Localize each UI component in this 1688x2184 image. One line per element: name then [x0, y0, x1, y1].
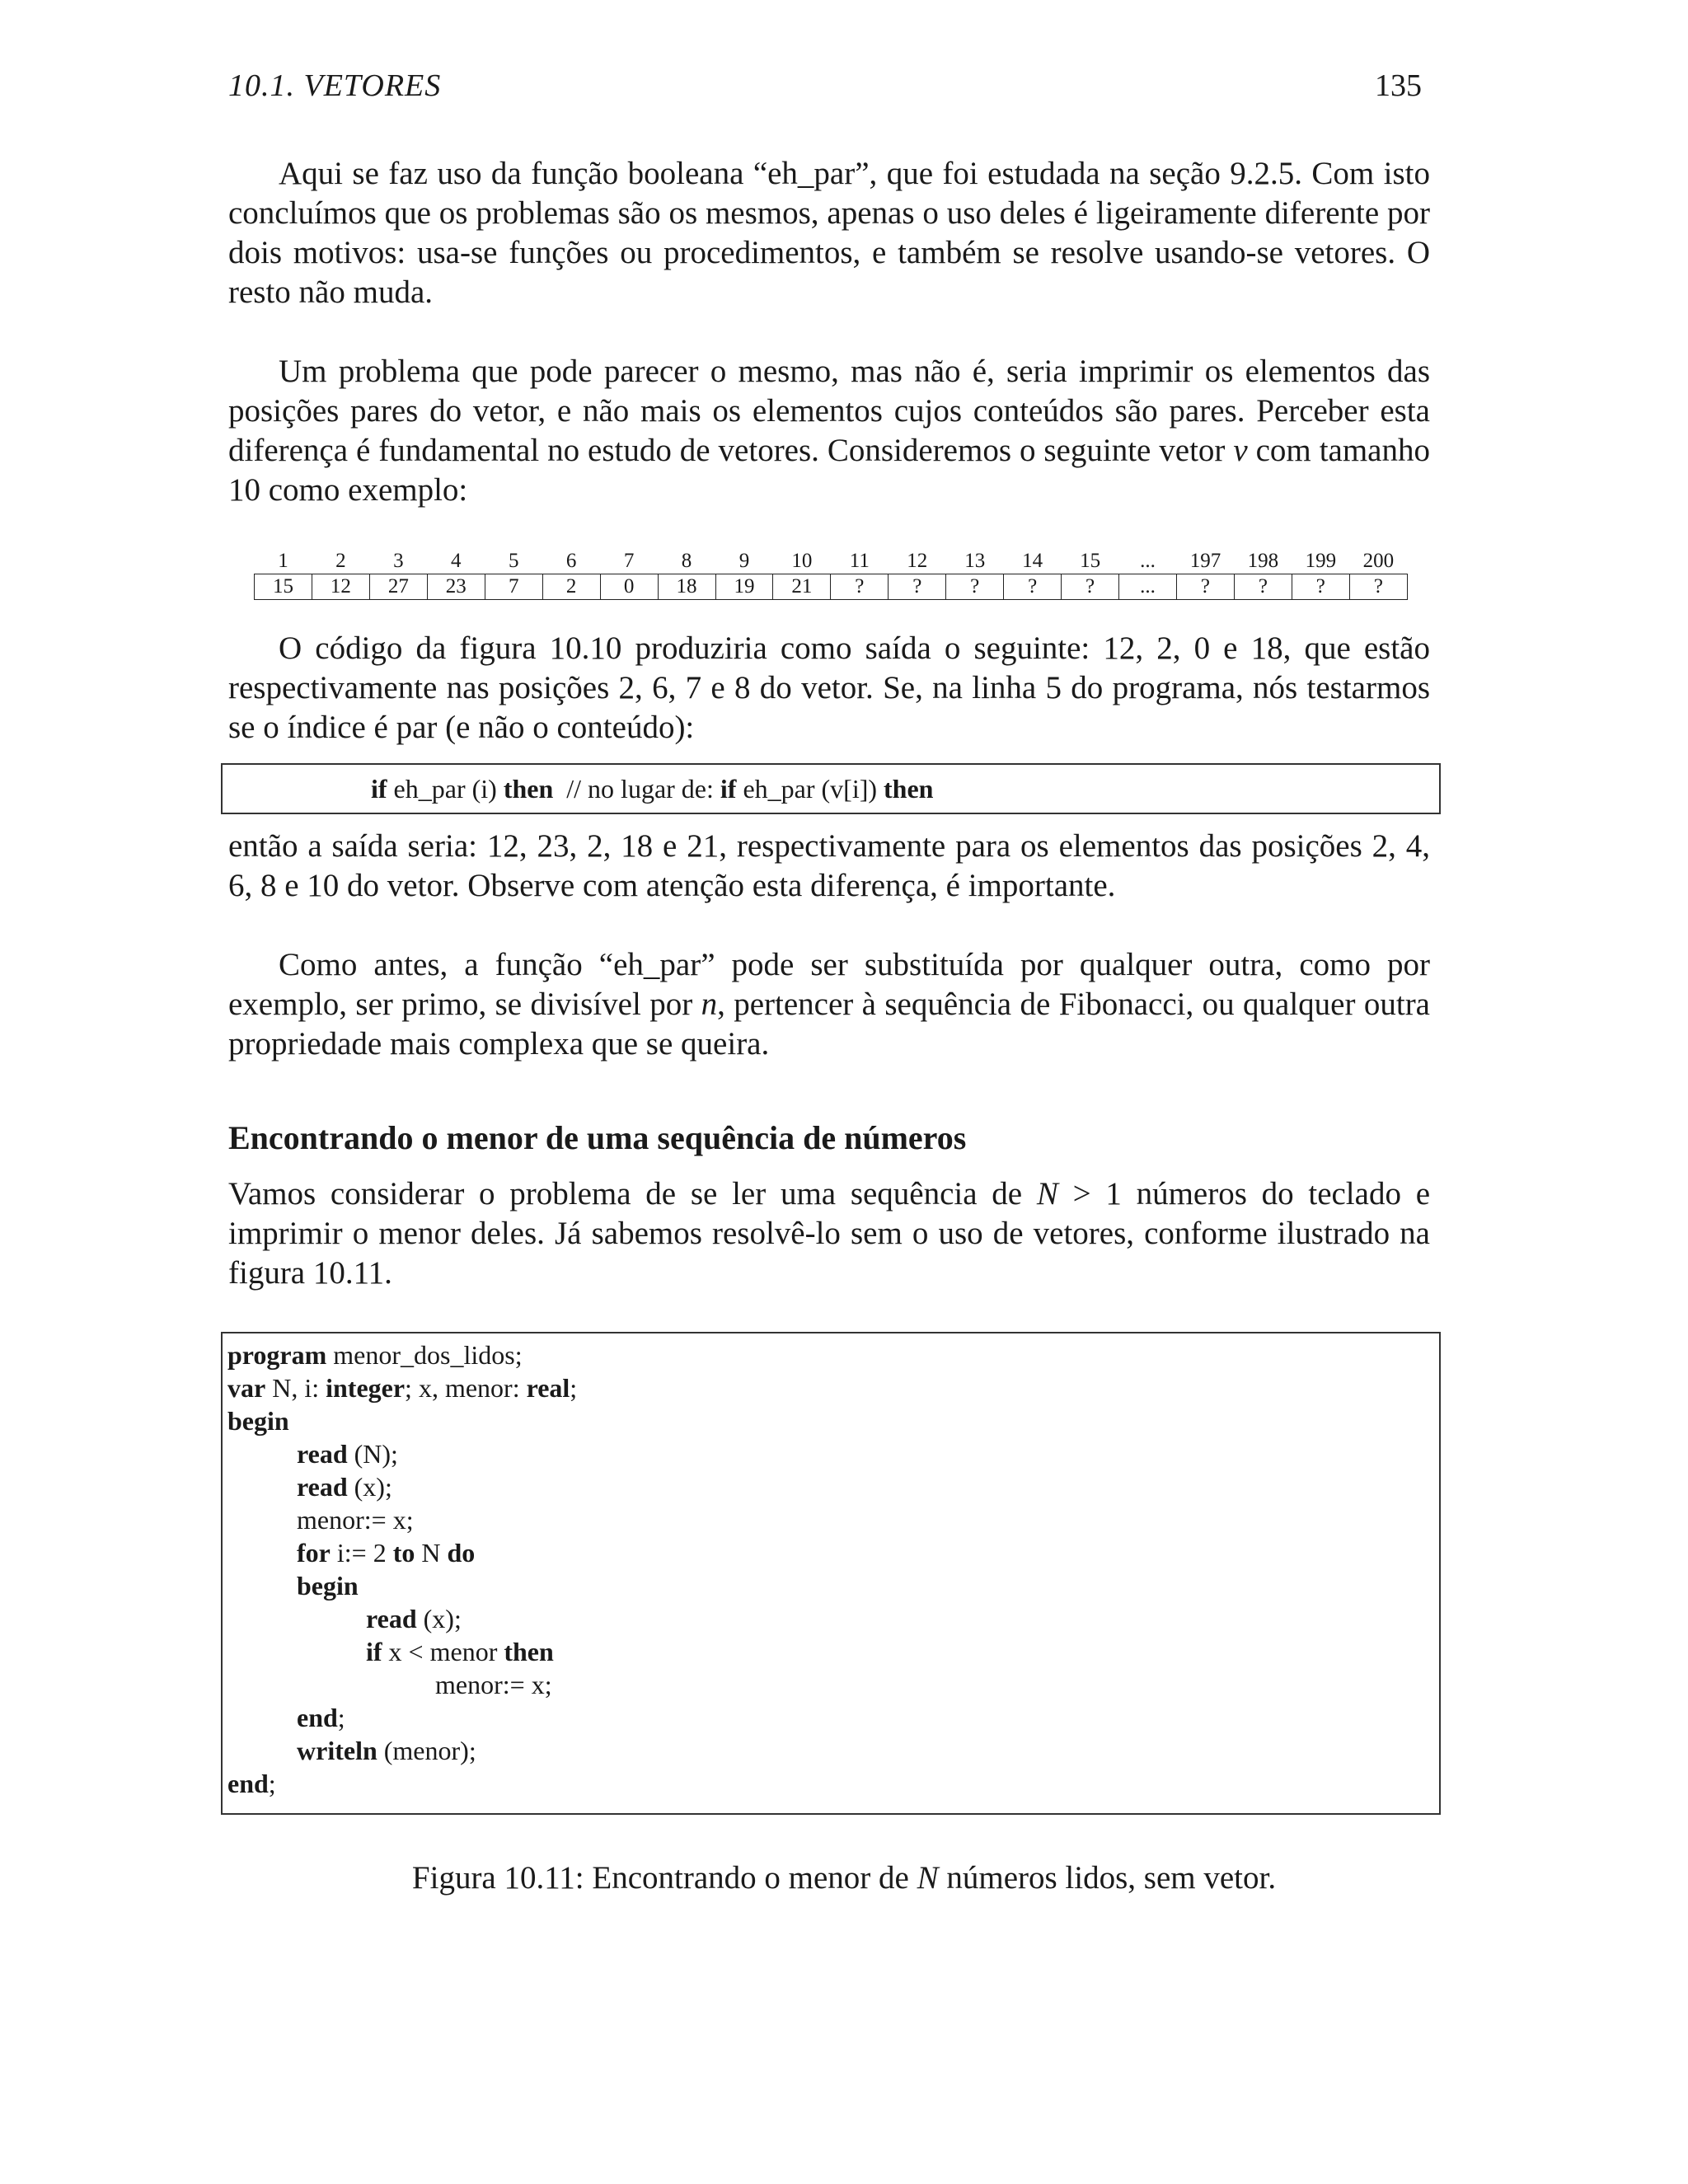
- vector-index-cell: 15: [1080, 550, 1101, 572]
- vector-table: [254, 549, 1408, 600]
- vector-index-cell: 198: [1247, 550, 1279, 572]
- keyword-then: then: [504, 1637, 554, 1666]
- code-text: ;: [337, 1703, 345, 1732]
- vector-index-cell: 13: [964, 550, 986, 572]
- code-line: [297, 1569, 359, 1602]
- vector-value-cell: 23: [427, 574, 485, 600]
- caption-text: Figura 10.11: Encontrando o menor de: [411, 1860, 917, 1896]
- vector-index-cell: 200: [1362, 550, 1395, 572]
- code-text: eh_par (i): [387, 774, 504, 804]
- vector-value-cell: 18: [658, 574, 715, 600]
- keyword-if: if: [366, 1637, 382, 1666]
- keyword-end: end: [227, 1769, 269, 1798]
- vector-index-row: [255, 549, 1408, 574]
- vector-value-row: [255, 574, 1408, 600]
- code-line: menor:= x;: [435, 1670, 552, 1699]
- vector-index-cell: 2: [335, 550, 346, 572]
- vector-index-cell: 197: [1189, 550, 1221, 572]
- code-snippet-line: [371, 765, 933, 813]
- vector-value-cell: 27: [369, 574, 427, 600]
- code-line: [297, 1536, 475, 1569]
- math-var-n: n: [701, 987, 718, 1022]
- code-line: [297, 1734, 476, 1767]
- keyword-begin: begin: [297, 1571, 359, 1601]
- code-text: (N);: [347, 1439, 398, 1469]
- code-text: (x);: [416, 1604, 462, 1633]
- paragraph-text: com tamanho 10 como exemplo:: [228, 433, 1430, 508]
- math-var-N: N: [917, 1860, 939, 1896]
- code-text: i:= 2: [330, 1538, 393, 1568]
- paragraph-output-explanation: O código da figura 10.10 produziria como saída o seguinte: 12, 2, 0 e 18, que estão respectivamente nas posições 2, 6, 7 e 8 do vetor. Se, na linha 5 do programa, nós testarmos se o índice é par (e não o conteúdo):: [228, 630, 1430, 745]
- vector-index-cell: 14: [1022, 550, 1043, 572]
- vector-value-cell: 12: [312, 574, 369, 600]
- vector-value-cell: 2: [542, 574, 600, 600]
- vector-index-cell: 1: [278, 550, 288, 572]
- keyword-begin: begin: [227, 1406, 289, 1436]
- program-listing-box: [221, 1332, 1441, 1815]
- page-number: 135: [1375, 68, 1422, 103]
- vector-value-cell: 19: [715, 574, 773, 600]
- code-text: (x);: [347, 1472, 392, 1502]
- paragraph-text: Como antes, a função “eh_par” pode ser substituída por qualquer outra, como por exemplo, ser primo, se divisível por: [228, 947, 1430, 1022]
- paragraph-text: , pertencer à sequência de Fibonacci, ou qualquer outra propriedade mais complexa que se queira.: [228, 987, 1430, 1062]
- code-line: [227, 1404, 289, 1437]
- paragraph-even-positions: [228, 352, 1430, 510]
- keyword-do: do: [447, 1538, 476, 1568]
- code-comment: // no lugar de:: [553, 774, 720, 804]
- vector-value-cell: ?: [946, 574, 1004, 600]
- code-text: ; x, menor:: [405, 1373, 527, 1403]
- vector-value-cell: ?: [1234, 574, 1292, 600]
- code-line: [297, 1437, 398, 1470]
- code-line: [227, 1371, 577, 1404]
- running-header-section: 10.1. VETORES: [228, 68, 442, 103]
- keyword-then: then: [884, 774, 934, 804]
- keyword-if: if: [720, 774, 737, 804]
- code-line: [366, 1602, 462, 1635]
- math-var-v: v: [1233, 433, 1248, 468]
- vector-index-cell: 8: [681, 550, 692, 572]
- paragraph-text: Vamos considerar o problema de se ler uma sequência de: [228, 1176, 1037, 1212]
- keyword-to: to: [392, 1538, 415, 1568]
- paragraph-problem-statement: [228, 1174, 1430, 1293]
- vector-value-cell: 21: [773, 574, 831, 600]
- vector-index-cell: 5: [508, 550, 519, 572]
- vector-index-cell: 4: [451, 550, 462, 572]
- vector-value-cell: ?: [1177, 574, 1235, 600]
- paragraph-substitution: [228, 945, 1430, 1064]
- code-text: (menor);: [377, 1736, 476, 1765]
- paragraph-output-alternative: então a saída seria: 12, 23, 2, 18 e 21, respectivamente para os elementos das posições 2, 4, 6, 8 e 10 do vetor. Observe com atenção esta diferença, é importante.: [228, 828, 1430, 903]
- figure-caption: [0, 1859, 1688, 1896]
- vector-index-cell: 6: [565, 550, 577, 572]
- code-text: eh_par (v[i]): [736, 774, 884, 804]
- code-line: [227, 1338, 523, 1371]
- code-text: ;: [570, 1373, 578, 1403]
- keyword-var: var: [227, 1373, 266, 1403]
- keyword-integer: integer: [326, 1373, 406, 1403]
- math-var-N: N: [1036, 1176, 1058, 1212]
- keyword-read: read: [297, 1472, 348, 1502]
- code-line: [366, 1635, 554, 1668]
- section-heading: Encontrando o menor de uma sequência de números: [228, 1119, 967, 1156]
- vector-index-cell: 3: [393, 550, 404, 572]
- keyword-program: program: [227, 1340, 327, 1370]
- keyword-writeln: writeln: [297, 1736, 377, 1765]
- code-line: [227, 1767, 276, 1800]
- vector-index-cell: 9: [738, 550, 750, 572]
- code-text: menor_dos_lidos;: [326, 1340, 523, 1370]
- code-line: [297, 1701, 345, 1734]
- vector-value-cell: ?: [1062, 574, 1119, 600]
- code-text: N, i:: [265, 1373, 326, 1403]
- paragraph-eh-par-usage: Aqui se faz uso da função booleana “eh_par”, que foi estudada na seção 9.2.5. Com isto concluímos que os problemas são os mesmos, apenas o uso deles é ligeiramente diferente por dois motivos: usa-se funções ou procedimentos, e também se resolve usando-se vetores. O resto não muda.: [228, 156, 1430, 310]
- code-line: [297, 1470, 392, 1503]
- paragraph-text: > 1 números do teclado e imprimir o menor deles. Já sabemos resolvê-lo sem o uso de vetores, conforme ilustrado na figura 10.11.: [228, 1176, 1431, 1291]
- keyword-real: real: [526, 1373, 570, 1403]
- code-text: x < menor: [382, 1637, 504, 1666]
- vector-value-cell: 0: [600, 574, 658, 600]
- vector-value-cell: ?: [1292, 574, 1349, 600]
- code-snippet-box: [221, 763, 1441, 814]
- vector-value-cell: 15: [255, 574, 312, 600]
- keyword-read: read: [366, 1604, 417, 1633]
- vector-index-cell: 199: [1305, 550, 1337, 572]
- keyword-for: for: [297, 1538, 331, 1568]
- vector-value-cell: ...: [1119, 574, 1177, 600]
- keyword-read: read: [297, 1439, 348, 1469]
- vector-value-cell: ?: [1004, 574, 1062, 600]
- code-text: N: [415, 1538, 448, 1568]
- vector-value-cell: ?: [831, 574, 889, 600]
- vector-value-cell: ?: [1349, 574, 1407, 600]
- keyword-end: end: [297, 1703, 338, 1732]
- code-text: ;: [268, 1769, 276, 1798]
- keyword-then: then: [503, 774, 554, 804]
- vector-index-cell: 11: [849, 550, 870, 572]
- vector-value-cell: 7: [485, 574, 542, 600]
- vector-index-cell: ...: [1140, 550, 1156, 572]
- caption-text: números lidos, sem vetor.: [938, 1860, 1277, 1896]
- paragraph-text: Um problema que pode parecer o mesmo, mas não é, seria imprimir os elementos das posições pares do vetor, e não mais os elementos cujos conteúdos são pares. Perceber esta diferença é fundamental no estudo de vetores. Consideremos o seguinte vetor: [228, 354, 1430, 468]
- vector-value-cell: ?: [889, 574, 946, 600]
- vector-index-cell: 12: [907, 550, 928, 572]
- keyword-if: if: [371, 774, 387, 804]
- vector-index-cell: 7: [623, 550, 635, 572]
- vector-index-cell: 10: [791, 550, 813, 572]
- code-line: menor:= x;: [297, 1505, 414, 1535]
